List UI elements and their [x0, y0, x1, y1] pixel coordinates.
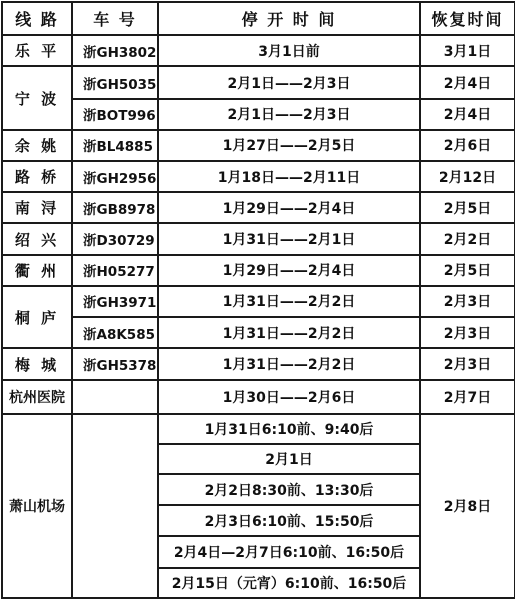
plate-cell: 浙GH2956 — [72, 161, 158, 192]
table-row — [2, 317, 515, 348]
airport-period-cell: 2月15日（元宵）6:10前、16:50后 — [158, 568, 420, 598]
plate-cell: 浙H05277 — [72, 255, 158, 286]
resume-cell: 2月5日 — [420, 255, 515, 286]
route-cell: 路 桥 — [2, 161, 72, 192]
plate-cell — [72, 380, 158, 413]
route-cell: 桐 庐 — [2, 286, 72, 348]
plate-cell: 浙D30729 — [72, 223, 158, 254]
table-row — [2, 192, 515, 223]
period-cell: 2月1日——2月3日 — [158, 99, 420, 130]
airport-period-cell: 2月2日8:30前、13:30后 — [158, 474, 420, 505]
table-row — [2, 161, 515, 192]
route-cell: 宁 波 — [2, 66, 72, 129]
airport-period-cell: 2月3日6:10前、15:50后 — [158, 505, 420, 536]
period-cell: 1月31日——2月2日 — [158, 317, 420, 348]
route-cell: 杭州医院 — [2, 380, 72, 413]
period-cell: 1月27日——2月5日 — [158, 130, 420, 161]
plate-cell-airport — [72, 414, 158, 598]
resume-cell: 2月2日 — [420, 223, 515, 254]
airport-period-cell: 2月1日 — [158, 444, 420, 474]
route-cell: 绍 兴 — [2, 223, 72, 254]
plate-cell: 浙GH3802 — [72, 35, 158, 66]
plate-cell: 浙GH5035 — [72, 66, 158, 98]
header-plate: 车 号 — [72, 2, 158, 35]
resume-cell: 2月4日 — [420, 99, 515, 130]
table-row — [2, 223, 515, 254]
period-cell: 3月1日前 — [158, 35, 420, 66]
header-period: 停 开 时 间 — [158, 2, 420, 35]
route-cell: 南 浔 — [2, 192, 72, 223]
plate-cell: 浙A8K585 — [72, 317, 158, 348]
resume-cell: 2月3日 — [420, 348, 515, 380]
plate-cell: 浙GH5378 — [72, 348, 158, 380]
period-cell: 1月31日——2月2日 — [158, 348, 420, 380]
resume-cell: 2月7日 — [420, 380, 515, 413]
table-row — [2, 255, 515, 286]
table-row — [2, 130, 515, 161]
table-row — [2, 35, 515, 66]
route-cell: 衢 州 — [2, 255, 72, 286]
header-resume: 恢复时间 — [420, 2, 515, 35]
table-row — [2, 99, 515, 130]
table-row — [2, 348, 515, 380]
plate-cell: 浙GB8978 — [72, 192, 158, 223]
resume-cell: 2月3日 — [420, 317, 515, 348]
airport-resume-cell: 2月8日 — [420, 414, 515, 598]
airport-period-cell: 2月4日—2月7日6:10前、16:50后 — [158, 536, 420, 567]
period-cell: 2月1日——2月3日 — [158, 66, 420, 98]
plate-cell: 浙BOT996 — [72, 99, 158, 130]
header-row — [2, 2, 515, 35]
table-row — [2, 380, 515, 413]
resume-cell: 3月1日 — [420, 35, 515, 66]
period-cell: 1月31日——2月1日 — [158, 223, 420, 254]
resume-cell: 2月12日 — [420, 161, 515, 192]
resume-cell: 2月3日 — [420, 286, 515, 317]
route-cell: 梅 城 — [2, 348, 72, 380]
route-cell: 乐 平 — [2, 35, 72, 66]
resume-cell: 2月6日 — [420, 130, 515, 161]
route-cell-airport: 萧山机场 — [2, 414, 72, 598]
plate-cell: 浙BL4885 — [72, 130, 158, 161]
header-route: 线 路 — [2, 2, 72, 35]
period-cell: 1月29日——2月4日 — [158, 255, 420, 286]
table-row — [2, 66, 515, 98]
period-cell: 1月18日——2月11日 — [158, 161, 420, 192]
bus-schedule-table — [1, 1, 515, 599]
airport-row — [2, 414, 515, 444]
airport-period-cell: 1月31日6:10前、9:40后 — [158, 414, 420, 444]
period-cell: 1月29日——2月4日 — [158, 192, 420, 223]
route-cell: 余 姚 — [2, 130, 72, 161]
plate-cell: 浙GH3971 — [72, 286, 158, 317]
resume-cell: 2月5日 — [420, 192, 515, 223]
period-cell: 1月30日——2月6日 — [158, 380, 420, 413]
resume-cell: 2月4日 — [420, 66, 515, 98]
period-cell: 1月31日——2月2日 — [158, 286, 420, 317]
table-row — [2, 286, 515, 317]
